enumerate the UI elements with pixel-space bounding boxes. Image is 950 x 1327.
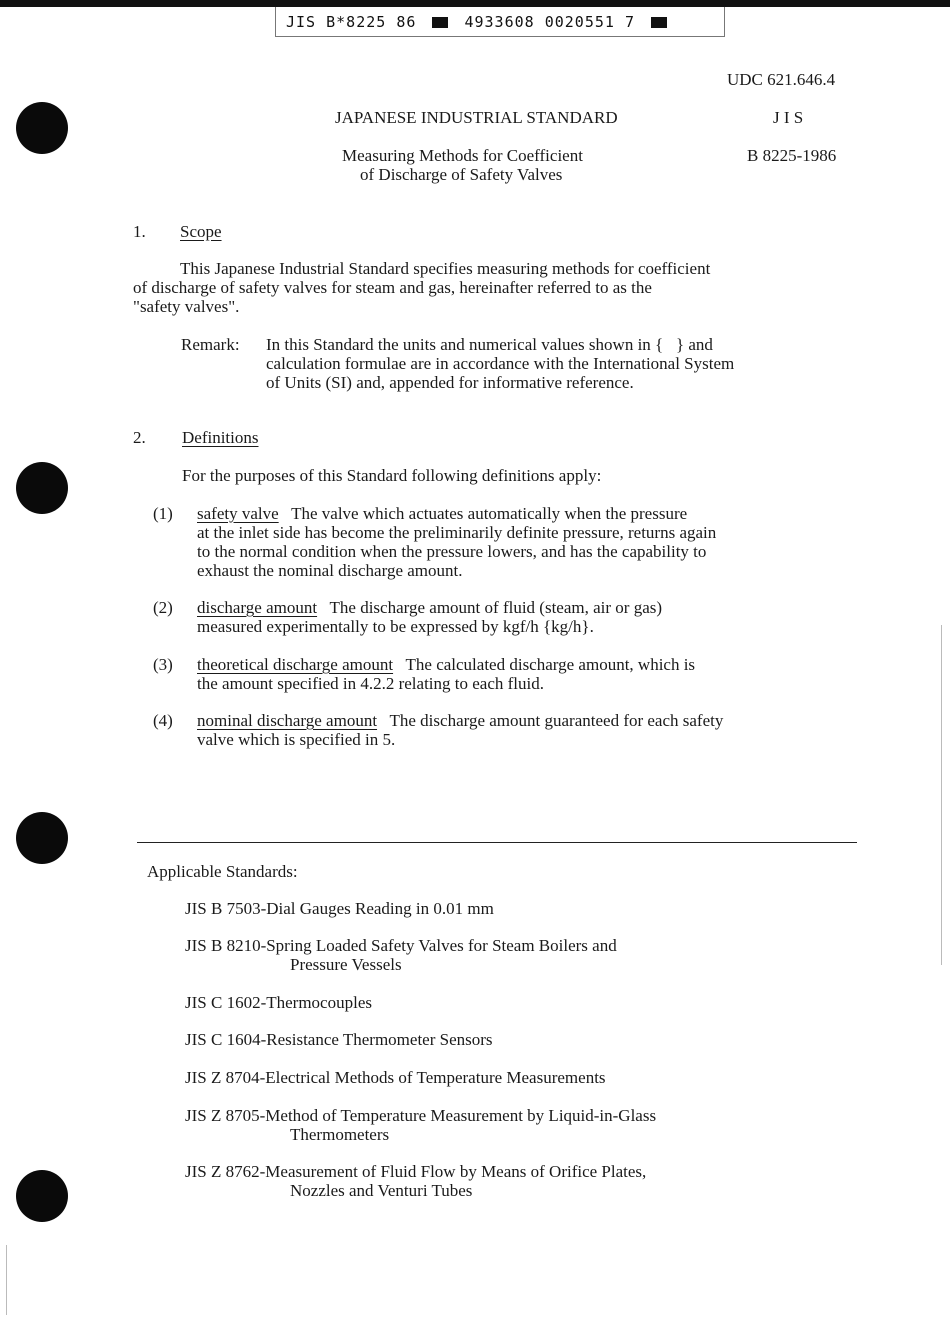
definitions-intro: For the purposes of this Standard following definitions apply: [182, 466, 602, 485]
applicable-standards-heading: Applicable Standards: [147, 862, 298, 881]
document-title-line2: of Discharge of Safety Valves [360, 165, 563, 184]
standard-number: B 8225-1986 [747, 146, 837, 165]
definition-line: to the normal condition when the pressure lowers, and has the capability to [197, 542, 707, 561]
scan-edge-line [6, 1245, 7, 1315]
section-1-heading: Scope [180, 222, 222, 241]
punch-hole [16, 1170, 68, 1222]
definition-body [197, 523, 716, 580]
footnote-divider [137, 842, 857, 843]
remark-label: Remark: [181, 335, 240, 354]
standard-line: JIS C 1602-Thermocouples [185, 993, 372, 1012]
definition-item [197, 655, 695, 674]
applicable-standard-item [185, 1162, 646, 1181]
punch-hole [16, 102, 68, 154]
scan-top-bar [0, 0, 950, 7]
udc-number: UDC 621.646.4 [727, 70, 836, 89]
standard-line: JIS C 1604-Resistance Thermometer Sensors [185, 1030, 493, 1049]
standard-line: JIS Z 8704-Electrical Methods of Temperature Measurements [185, 1068, 606, 1087]
definition-line: measured experimentally to be expressed by kgf/h {kg/h}. [197, 617, 594, 636]
applicable-standard-item [185, 1068, 606, 1087]
remark-line: In this Standard the units and numerical values shown in { } and [266, 335, 713, 354]
document-title-line1: Measuring Methods for Coefficient [342, 146, 583, 165]
scope-paragraph [133, 259, 710, 316]
definition-body [197, 617, 594, 636]
definition-first-line: The discharge amount of fluid (steam, air or gas) [329, 598, 663, 617]
applicable-standard-item [185, 1030, 493, 1049]
definition-line: the amount specified in 4.2.2 relating to each fluid. [197, 674, 544, 693]
scan-header-mid: 4933608 0020551 7 [464, 13, 635, 31]
definition-body [197, 730, 395, 749]
definition-first-line: The calculated discharge amount, which is [405, 655, 696, 674]
definition-term: safety valve [197, 504, 279, 523]
applicable-standard-item [185, 1106, 656, 1125]
jis-mark: J I S [773, 108, 804, 127]
definition-number: (3) [153, 655, 173, 674]
definition-item [197, 711, 723, 730]
applicable-standard-continuation: Nozzles and Venturi Tubes [290, 1181, 473, 1200]
standard-line: JIS Z 8762-Measurement of Fluid Flow by Means of Orifice Plates, [185, 1162, 647, 1181]
applicable-standard-item [185, 993, 372, 1012]
scope-line: of discharge of safety valves for steam and gas, hereinafter referred to as the [133, 278, 652, 297]
punch-hole [16, 812, 68, 864]
remark-line: of Units (SI) and, appended for informative reference. [266, 373, 634, 392]
applicable-standard-item [185, 936, 617, 955]
definition-item [197, 504, 687, 523]
remark-line: calculation formulae are in accordance with the International System [266, 354, 735, 373]
scope-line: "safety valves". [133, 297, 240, 316]
scan-edge-line [941, 625, 942, 965]
scope-line: This Japanese Industrial Standard specifies measuring methods for coefficient [180, 259, 711, 278]
punch-hole [16, 462, 68, 514]
standard-line: JIS B 8210-Spring Loaded Safety Valves for Steam Boilers and [185, 936, 617, 955]
applicable-standard-item [185, 899, 494, 918]
definition-first-line: The valve which actuates automatically when the pressure [291, 504, 688, 523]
standard-organization: JAPANESE INDUSTRIAL STANDARD [335, 108, 618, 127]
definition-item [197, 598, 662, 617]
definition-line: at the inlet side has become the preliminarily definite pressure, returns again [197, 523, 717, 542]
section-1-number: 1. [133, 222, 146, 241]
definition-first-line: The discharge amount guaranteed for each safety [389, 711, 724, 730]
standard-line: JIS B 7503-Dial Gauges Reading in 0.01 mm [185, 899, 494, 918]
section-2-number: 2. [133, 428, 146, 447]
applicable-standard-continuation: Pressure Vessels [290, 955, 402, 974]
definition-term: theoretical discharge amount [197, 655, 394, 674]
definition-line: exhaust the nominal discharge amount. [197, 561, 463, 580]
definition-number: (1) [153, 504, 173, 523]
definition-body [197, 674, 544, 693]
applicable-standard-continuation: Thermometers [290, 1125, 390, 1144]
scan-block-mark [651, 17, 667, 28]
definition-term: discharge amount [197, 598, 318, 617]
definition-line: valve which is specified in 5. [197, 730, 396, 749]
definition-number: (2) [153, 598, 173, 617]
section-2-heading: Definitions [182, 428, 259, 447]
definition-number: (4) [153, 711, 173, 730]
scan-header-left: JIS B*8225 86 [286, 13, 417, 31]
standard-line: JIS Z 8705-Method of Temperature Measurement by Liquid-in-Glass [185, 1106, 657, 1125]
remark-text [266, 335, 734, 392]
scan-block-mark [432, 17, 448, 28]
scan-header [275, 7, 725, 37]
definition-term: nominal discharge amount [197, 711, 378, 730]
